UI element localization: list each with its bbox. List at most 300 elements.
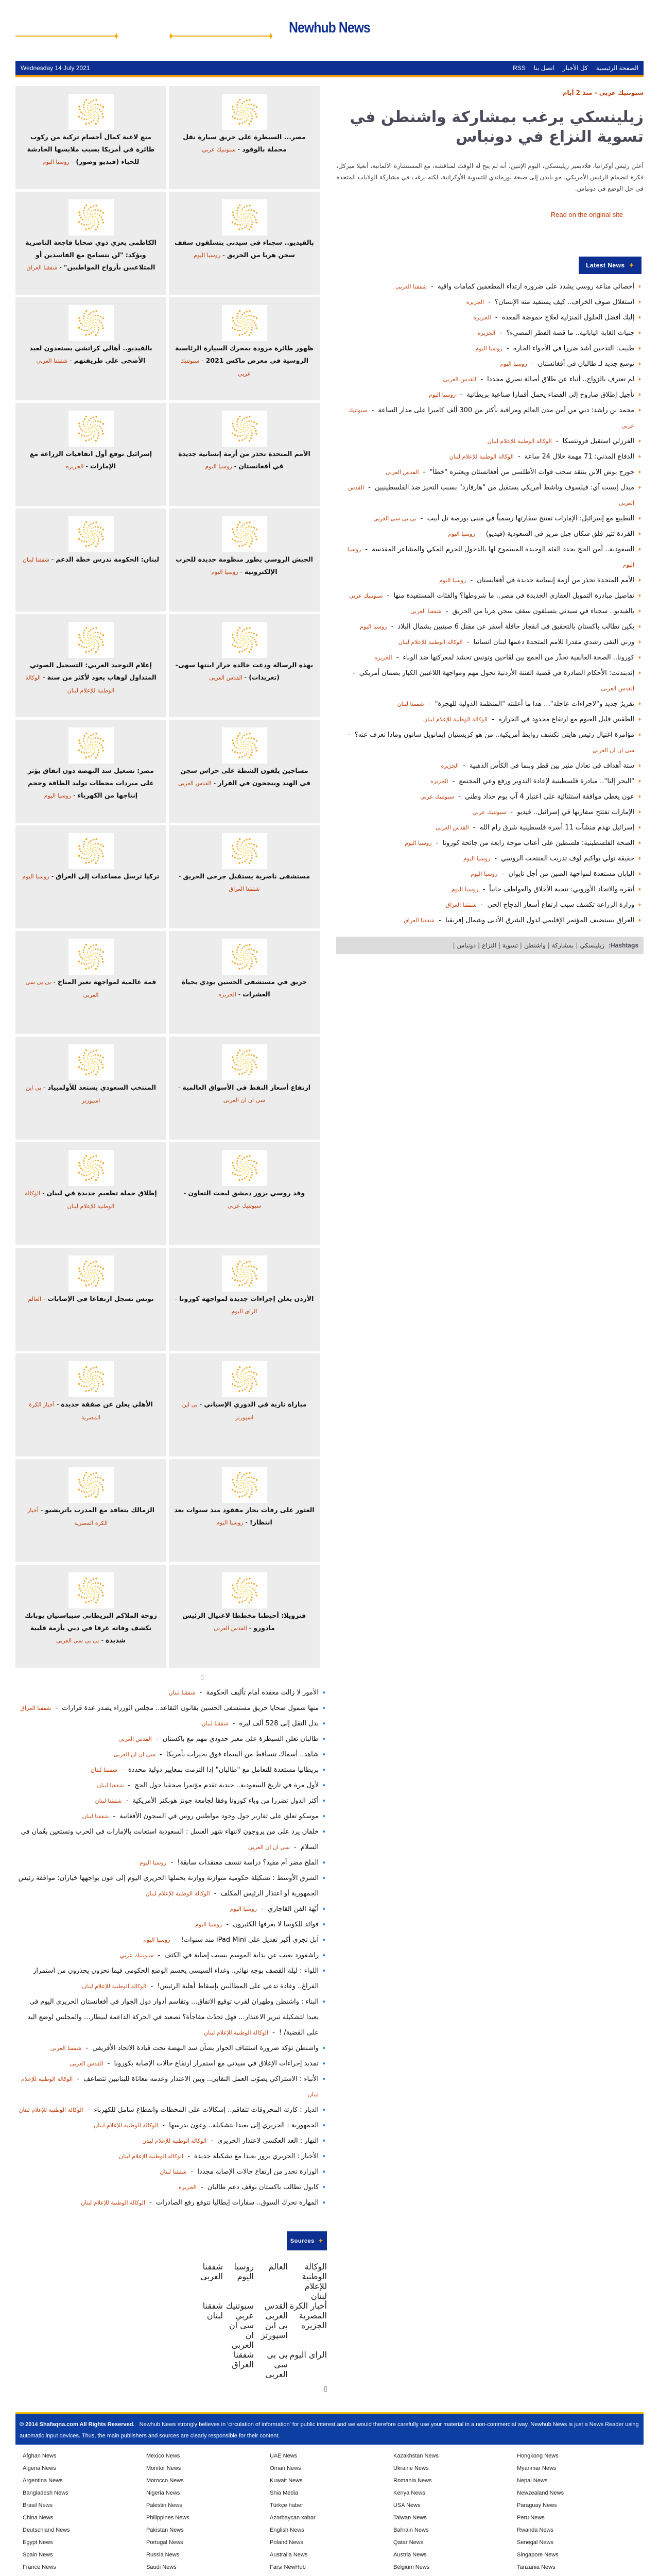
card-source-link[interactable]: شفقنا العراق xyxy=(229,886,260,892)
footer-country-link[interactable]: Belgium News xyxy=(393,2564,430,2570)
headline-link[interactable]: الأنباء : الاشتراكي يصوّب العمل النقابي.. وبين الاعتذار وعدمه معاناة للبنانيين تتضاعف xyxy=(83,2075,319,2083)
source-link[interactable]: الوكالة الوطنية للإعلام لبنان xyxy=(487,438,552,445)
source-link[interactable]: سی ان ان العربی xyxy=(592,747,634,754)
source-link[interactable]: سبوتنيك عربي xyxy=(472,809,507,816)
card-headline-link[interactable]: بالفيديو.. أهالي كراتشي يستعدون لعيد الأضحى على طريقتهم xyxy=(29,344,152,364)
source-link[interactable]: روسیا الیوم xyxy=(140,1859,167,1866)
news-card[interactable] xyxy=(169,1353,320,1456)
card-headline-link[interactable]: بهذه الرسالة ودعت خالدة جرار ابنتها سهى- (تغريدات) xyxy=(175,661,314,681)
headline-link[interactable]: الأمور لا زالت معقدة أمام تأليف الحكومة xyxy=(206,1689,319,1697)
source-link[interactable]: روسیا الیوم xyxy=(439,577,466,584)
headline-link[interactable]: خلفان يرد على من يروجون لانتهاء شهر العسل : السعودية استعانت بالإمارات في الحرب وتستعين بعُمان في السلام xyxy=(21,1828,319,1851)
card-headline-link[interactable]: العثور على رفات بحار مفقود منذ سنوات بعد انتظار! xyxy=(174,1506,315,1526)
source-name-link[interactable]: سی ان ان العربی xyxy=(229,2320,254,2350)
footer-country-link[interactable] xyxy=(517,2573,640,2576)
news-card[interactable] xyxy=(15,1565,166,1668)
headline-link[interactable]: الأخبار : الحريري يزور بعبدا مع تشكيلة جديدة xyxy=(194,2153,319,2160)
source-link[interactable]: روسیا الیوم xyxy=(475,345,502,352)
card-source-link[interactable]: سی ان ان العربی xyxy=(223,1097,266,1104)
source-link[interactable]: القدس العربی xyxy=(385,469,419,476)
headline-link[interactable]: راشفورد يغيب عن بداية الموسم بسبب إصابة في الكتف xyxy=(164,1952,319,1959)
headline-link[interactable]: ستة أهداف في تعادل مثير بين قطر وبنما في الكأس الذهبية xyxy=(469,762,634,770)
headline-link[interactable]: تمديد إجراءات الإغلاق في سيدني مع استمرار ارتفاع حالات الإصابة بكورونا xyxy=(114,2060,319,2067)
card-headline-link[interactable]: لبنان: الحكومة تدرس خطة الدعم xyxy=(56,555,160,563)
headline-link[interactable]: الصحة الفلسطينية: فلسطين على أعتاب موجة رابعة من جائحة كورونا xyxy=(442,839,634,847)
footer-country-link[interactable]: Afghan News xyxy=(23,2453,57,2459)
news-card[interactable] xyxy=(169,1142,320,1245)
footer-country-link[interactable]: Kuwait News xyxy=(270,2478,303,2484)
headline-link[interactable]: "البحر إلنا".. مبادرة فلسطينية لإعادة التدوير ورفع وعي المجتمع xyxy=(459,777,634,785)
headline-link[interactable]: اللواء : ليلة القصف بوجه نهائي. وغداء السيسي يحسم الوضع الحكومي فيما تحزون يحذرون من استمرار الفراغ.. وغادة تدعي على المطالبين بإسقاط أهلية الرئيس! xyxy=(33,1967,319,1990)
source-link[interactable]: بی بی سی العربی xyxy=(373,515,417,522)
card-headline-link[interactable]: إسرائيل توقع أول اتفاقيات الزراعة مع الإمارات xyxy=(29,450,152,470)
source-link[interactable]: روسیا الیوم xyxy=(451,886,479,893)
headline-link[interactable]: الفرزلي استقبل فرونتسكا xyxy=(562,437,634,445)
headline-link[interactable]: لأول مرة في تاريخ السعودية.. جندية تقدم مؤتمرا صحفيا حول الحج xyxy=(134,1782,319,1789)
source-link[interactable]: روسیا الیوم xyxy=(230,1906,257,1912)
read-original-link[interactable]: Read on the original site xyxy=(550,211,623,218)
card-headline-link[interactable]: منع لاعبة كمال أجسام تركية من ركوب طائرة في أمريكا بسبب ملابسها الخادشة للحياء (فيديو وصور) xyxy=(27,133,155,165)
source-link[interactable]: سی ان ان العربی xyxy=(113,1751,155,1758)
footer-country-link[interactable]: Bangladesh News xyxy=(23,2490,68,2496)
news-card[interactable] xyxy=(15,403,166,506)
card-source-link[interactable]: أخبار الكرة المصرية xyxy=(27,1507,108,1527)
footer-country-link[interactable]: China News xyxy=(23,2515,54,2521)
news-card[interactable] xyxy=(15,192,166,295)
footer-country-link[interactable]: Kenya News xyxy=(393,2490,425,2496)
card-source-link[interactable]: شفقنا العراق xyxy=(26,264,58,271)
card-source-link[interactable]: الجزیره xyxy=(218,991,236,998)
headline-link[interactable]: الوزارة تحذر من ارتفاع حالات الإصابة مجددا xyxy=(197,2168,319,2176)
news-card[interactable] xyxy=(169,1037,320,1140)
headline-link[interactable]: الشرق الأوسط : تشكيلة حكومية متوازنة ووازنة يحملها الحريري اليوم إلى عون يواجهها خياران: موافقة رئيس الجمهورية أو اعتذار الرئيس المكلف xyxy=(18,1874,319,1897)
news-card[interactable] xyxy=(169,192,320,295)
footer-country-link[interactable]: Rwanda News xyxy=(517,2527,553,2533)
source-link[interactable]: الجزیره xyxy=(466,299,484,306)
footer-country-link[interactable]: Shia Media xyxy=(270,2490,299,2496)
card-source-link[interactable]: الرای الیوم xyxy=(231,1308,257,1315)
footer-country-link[interactable]: Qatar News xyxy=(393,2539,424,2546)
source-name-link[interactable]: الوكالة الوطنية للإعلام لبنان xyxy=(302,2262,327,2301)
source-link[interactable]: شفقنا لبنان xyxy=(97,1782,124,1789)
source-link[interactable]: روسیا الیوم xyxy=(347,546,634,568)
card-headline-link[interactable]: تونس تسجل ارتفاعا في الإصابات xyxy=(47,1295,154,1302)
card-headline-link[interactable]: الأردن يعلن إجراءات جديدة لمواجهة كورونا xyxy=(179,1295,314,1302)
source-name-link[interactable]: روسیا الیوم xyxy=(234,2262,254,2281)
footer-country-link[interactable]: Pakistan News xyxy=(146,2527,184,2533)
footer-country-link[interactable] xyxy=(23,2573,146,2576)
headline-link[interactable]: أخصائي مناعة روسي يشدد على ضرورة ارتداء المطعمين كمامات واقية xyxy=(438,283,634,291)
news-card[interactable] xyxy=(169,297,320,400)
headline-link[interactable]: فوائد للكوسا لا يعرفها الكثيرون xyxy=(233,1921,319,1928)
card-source-link[interactable]: روسیا الیوم xyxy=(211,569,238,575)
footer-country-link[interactable] xyxy=(393,2573,517,2576)
card-source-link[interactable]: بی این اسپورتز xyxy=(25,1084,100,1104)
headline-link[interactable]: آبل تجري أكبر تعديل على iPad Mini منذ سنوات! xyxy=(181,1936,319,1944)
headline-link[interactable]: جورج بوش الابن ينتقد سحب قوات الأطلسي من أفغانستان ويعتبره "خطأ" xyxy=(429,468,634,476)
card-headline-link[interactable]: الزمالك يتعاقد مع المدرب باتريشيو xyxy=(45,1506,154,1514)
card-headline-link[interactable]: مصر: تشغيل سد النهضة دون اتفاق يؤثر على مبردات محطات توليد الطاقة وحجم إنتاجها من الكهرباء xyxy=(27,767,154,799)
card-headline-link[interactable]: حريق في مستشفى الحسين يودي بحياة العشرات xyxy=(181,978,307,998)
source-link[interactable]: الجزیره xyxy=(473,314,491,321)
headline-link[interactable]: بريطانيا مستعدة للتعامل مع "طالبان" إذا التزمت بمعايير دولية محددة xyxy=(128,1766,319,1774)
source-link[interactable]: الوكالة الوطنية للإعلام لبنان xyxy=(449,453,514,460)
headline-link[interactable]: لم تعترف بالزواج.. أنباء عن طلاق أصالة نصري مجددا xyxy=(487,376,634,383)
headline-link[interactable]: محمد بن راشد: دبي من آمن مدن العالم ومراقبة بأكثر من 300 ألف كاميرا على مدار الساعة xyxy=(378,406,634,414)
footer-country-link[interactable]: Nepal News xyxy=(517,2478,548,2484)
headline-link[interactable]: وزني التقى رشدي مقدرا للامم المتحدة دعمها لبنان انسانيا xyxy=(473,638,634,646)
card-source-link[interactable]: الوكالة الوطنية للإعلام لبنان xyxy=(25,674,115,694)
source-link[interactable]: الوكالة الوطنية للإعلام لبنان xyxy=(398,639,463,646)
footer-country-link[interactable]: Singapore News xyxy=(517,2552,559,2558)
card-headline-link[interactable]: المنتخب السعودي يستعد للأولمبياد xyxy=(47,1083,157,1091)
source-link[interactable]: القدس العربی xyxy=(348,484,634,506)
card-source-link[interactable]: روسیا الیوم xyxy=(44,792,72,799)
source-link[interactable]: روسیا الیوم xyxy=(143,1937,170,1943)
news-card[interactable] xyxy=(169,614,320,717)
source-link[interactable]: روسیا الیوم xyxy=(195,1921,222,1928)
card-source-link[interactable]: القدس العربی xyxy=(209,674,242,681)
hashtag-link[interactable]: بمشاركة xyxy=(551,942,574,949)
nav-contact[interactable]: اتصل بنا xyxy=(533,64,554,72)
footer-country-link[interactable]: Spain News xyxy=(23,2552,53,2558)
footer-country-link[interactable]: Palestin News xyxy=(146,2502,182,2509)
source-link[interactable]: سبوتنيك عربي xyxy=(349,592,383,599)
footer-country-link[interactable]: Monitor News xyxy=(146,2465,181,2471)
source-link[interactable]: شفقنا العربی xyxy=(410,608,442,615)
source-link[interactable]: روسیا الیوم xyxy=(500,361,527,367)
source-link[interactable]: الوكالة الوطنية للإعلام لبنان xyxy=(94,2122,159,2129)
card-source-link[interactable]: الوكالة الوطنية للإعلام لبنان xyxy=(25,1190,115,1210)
headline-link[interactable]: الإمارات تفتتح سفارتها في إسرائيل.. فيديو xyxy=(517,808,634,816)
card-headline-link[interactable]: تركيا ترسل مساعدات إلى العراق xyxy=(56,872,160,880)
hashtag-link[interactable]: النزاع xyxy=(482,942,496,949)
news-card[interactable] xyxy=(15,509,166,612)
footer-country-link[interactable]: Argentina News xyxy=(23,2478,63,2484)
source-link[interactable]: الوكالة الوطنية للإعلام لبنان xyxy=(423,716,488,723)
news-card[interactable] xyxy=(15,720,166,823)
source-link[interactable]: سبوتنيك عربي xyxy=(348,407,634,429)
source-name-link[interactable]: الجزیره xyxy=(301,2320,327,2330)
news-card[interactable] xyxy=(169,403,320,506)
headline-link[interactable]: إسرائيل تهدم منشآت 11 أسرة فلسطينية شرق رام الله xyxy=(479,824,634,832)
card-headline-link[interactable]: مساجين يلقون الشطة على حراس سجن في الهند وينجحون في الفرار xyxy=(180,767,311,787)
nav-all-news[interactable]: كل الأخبار xyxy=(562,64,588,72)
footer-country-link[interactable]: Oman News xyxy=(270,2465,301,2471)
headline-link[interactable]: جنيات الغابة اليابانية.. ما قصة الفطر المضيء؟ xyxy=(506,329,634,337)
card-source-link[interactable]: شفقنا العربی xyxy=(36,358,68,364)
source-link[interactable]: الجزیره xyxy=(430,778,448,785)
footer-country-link[interactable] xyxy=(270,2573,393,2576)
card-headline-link[interactable]: الأهلي يعلن عن صفقة جديدة xyxy=(61,1400,153,1408)
hashtag-link[interactable]: دونباس xyxy=(457,942,476,949)
headline-link[interactable]: واشنطن تؤكد ضرورة استئناف الحوار بشأن سد النهضة تحت قيادة الاتحاد الأفريقي xyxy=(92,2044,319,2052)
card-source-link[interactable]: العالم xyxy=(28,1296,42,1302)
footer-country-link[interactable]: Mexico News xyxy=(146,2453,180,2459)
headline-link[interactable]: عون يغطي موافقة استثنائية على اعتبار 4 آب يوم حداد وطني xyxy=(464,793,634,801)
source-link[interactable]: روسیا الیوم xyxy=(405,840,432,846)
footer-country-link[interactable]: Kazakhstan News xyxy=(393,2453,439,2459)
news-card[interactable] xyxy=(169,86,320,189)
card-headline-link[interactable]: وفد روسي يزور دمشق لبحث التعاون xyxy=(188,1189,305,1197)
headline-link[interactable]: موسكو تعلق على تقارير حول وجود مواطنين روس في السجون الأفغانية xyxy=(119,1812,319,1820)
source-link[interactable]: الوكالة الوطنية للإعلام لبنان xyxy=(119,2153,184,2160)
headline-link[interactable]: طالبان تعلن السيطرة على معبر حدودي مهم مع باكستان xyxy=(162,1735,319,1743)
source-link[interactable]: الوكالة الوطنية للإعلام لبنان xyxy=(19,2107,83,2113)
footer-country-link[interactable]: Saudi News xyxy=(146,2564,177,2570)
headline-link[interactable]: طبيب: التدخين أشد ضررا في الأجواء الحارة xyxy=(513,345,634,352)
headline-link[interactable]: الديار : كارثة المحروقات تتفاقم.. إشكالات على المحطات وانقطاع شامل للكهرباء xyxy=(94,2106,319,2114)
source-link[interactable]: القدس العربی xyxy=(70,2060,103,2067)
source-link[interactable]: شفقنا لبنان xyxy=(201,1720,229,1727)
footer-country-link[interactable]: UAE News xyxy=(270,2453,298,2459)
footer-country-link[interactable]: Türkçe haber xyxy=(270,2502,303,2509)
source-link[interactable]: الوكالة الوطنية للإعلام لبنان xyxy=(142,2138,207,2144)
footer-country-link[interactable]: Bahrain News xyxy=(393,2527,429,2533)
headline-link[interactable]: المهارة تحرك السوق.. سفارات إيطاليا تتوقع رفع الصادرات xyxy=(156,2199,319,2207)
footer-country-link[interactable]: Egypt News xyxy=(23,2539,53,2546)
news-card[interactable] xyxy=(15,614,166,717)
news-card[interactable] xyxy=(169,1248,320,1351)
card-source-link[interactable]: روسیا الیوم xyxy=(216,1519,244,1526)
site-logo[interactable]: Newhub News xyxy=(289,20,370,36)
source-link[interactable]: الجزیره xyxy=(441,762,459,769)
card-headline-link[interactable]: مصر... السيطرة على حريق سيارة نقل محملة بالوقود xyxy=(183,133,306,153)
card-source-link[interactable]: روسیا الیوم xyxy=(22,873,49,880)
footer-country-link[interactable]: Nigeria News xyxy=(146,2490,180,2496)
card-source-link[interactable]: روسیا الیوم xyxy=(194,252,221,259)
footer-country-link[interactable]: Ukraine News xyxy=(393,2465,429,2471)
nav-home[interactable]: الصفحة الرئيسية xyxy=(596,64,638,72)
footer-country-link[interactable]: Poland News xyxy=(270,2539,303,2546)
footer-country-link[interactable]: Algeria News xyxy=(23,2465,56,2471)
news-card[interactable] xyxy=(15,86,166,189)
footer-country-link[interactable]: Farsi NewHub xyxy=(270,2564,306,2570)
source-name-link[interactable]: بی بی سی العربی xyxy=(265,2350,288,2379)
headline-link[interactable]: ميدل إيست آي: فيلسوف وناشط أمريكي يستقيل من "هارفارد" بسبب التحيز ضد الفلسطينيين xyxy=(375,484,634,492)
headline-link[interactable]: الجمهورية : الحريري إلى بعبدا بتشكيلة.. وعون يدرسها xyxy=(169,2122,319,2129)
card-source-link[interactable]: أخبار الكرة المصرية xyxy=(29,1401,101,1421)
footer-country-link[interactable]: Brasil News xyxy=(23,2502,53,2509)
card-source-link[interactable]: سبوتنيك عربي xyxy=(227,1202,262,1209)
source-name-link[interactable]: العالم xyxy=(268,2262,288,2272)
card-source-link[interactable]: سبوتنيك عربي xyxy=(180,358,251,377)
news-card[interactable] xyxy=(169,825,320,928)
headline-link[interactable]: الدفاع المدني: 71 مهمة خلال 24 ساعة xyxy=(524,453,634,461)
news-card[interactable] xyxy=(169,1459,320,1562)
footer-country-link[interactable]: Austria News xyxy=(393,2552,427,2558)
card-source-link[interactable]: روسیا الیوم xyxy=(42,159,70,165)
source-link[interactable]: روسیا الیوم xyxy=(471,871,498,877)
headline-link[interactable]: الأمم المتحدة تحذر من أزمة إنسانية جديدة في أفغانستان xyxy=(477,577,634,584)
source-link[interactable]: شفقنا لبنان xyxy=(160,2168,187,2175)
headline-link[interactable]: استغلال صوف الخراف.. كيف يستفيد منه الإنسان؟ xyxy=(495,298,634,306)
headline-link[interactable]: الملح مضر أم مفيد؟ دراسة تنسف معتقدات سابقة! xyxy=(177,1859,319,1867)
card-headline-link[interactable]: إعلام التوحيد العربي: التسجيل الصوتي المتداول لوهاب يعود لأكثر من سنة xyxy=(30,661,157,681)
card-headline-link[interactable]: مباراة نارية في الدوري الإسباني xyxy=(204,1400,307,1408)
footer-country-link[interactable]: Peru News xyxy=(517,2515,545,2521)
source-link[interactable]: روسیا الیوم xyxy=(463,855,491,862)
footer-country-link[interactable]: Myanmar News xyxy=(517,2465,557,2471)
headline-link[interactable]: إليك أفضل الحلول المنزلية لعلاج حموضة المعدة xyxy=(501,314,634,321)
hashtag-link[interactable]: واشنطن xyxy=(524,942,546,949)
source-link[interactable]: القدس العربی xyxy=(435,824,469,831)
footer-country-link[interactable]: France News xyxy=(23,2564,56,2570)
card-source-link[interactable]: سبوتنيك عربي xyxy=(202,146,236,153)
nav-rss[interactable]: RSS xyxy=(513,64,526,72)
source-link[interactable]: سی ان ان العربی xyxy=(248,1844,290,1851)
headline-link[interactable]: مؤامرة اغتيال رئيس هايتي تكشف روابط أمريكية.. من هو كريستيان إيمانويل سانون وماذا نعرف عنه؟ xyxy=(354,731,634,739)
headline-link[interactable]: بدل النقل إلى 528 ألف ليرة xyxy=(239,1720,319,1727)
source-link[interactable]: سبوتنيك عربي xyxy=(119,1952,154,1959)
source-link[interactable]: الجزیره xyxy=(374,654,392,661)
footer-country-link[interactable]: Tanzania News xyxy=(517,2564,556,2570)
footer-country-link[interactable]: Taiwan News xyxy=(393,2515,427,2521)
card-headline-link[interactable]: قمة عالمية لمواجهة تغير المناخ xyxy=(57,978,157,986)
source-link[interactable]: الوكالة الوطنية للإعلام لبنان xyxy=(21,2076,319,2098)
headline-link[interactable]: كورونا.. الصحة العالمية تحذّر من الجمع بين لقاحين وتونس تحشد لمعركتها ضد الوباء xyxy=(403,654,634,662)
card-source-link[interactable]: شفقنا لبنان xyxy=(22,556,49,563)
source-link[interactable]: الوكالة الوطنية للإعلام لبنان xyxy=(82,1983,147,1990)
source-link[interactable]: الجزیره xyxy=(477,330,496,336)
headline-link[interactable]: وزارة الزراعة تكشف سبب ارتفاع أسعار الدجاج الحي xyxy=(487,901,634,909)
hashtag-link[interactable]: تسوية xyxy=(502,942,518,949)
source-link[interactable]: شفقنا لبنان xyxy=(168,1689,196,1696)
card-source-link[interactable]: بی بی سی العربی xyxy=(25,979,99,998)
headline-link[interactable]: تفاصيل مبادرة التمويل العقاري الجديدة في مصر.. ما شروطها؟ والفئات المستفيدة منها xyxy=(393,592,634,600)
card-headline-link[interactable]: الأمم المتحدة تحذر من أزمة إنسانية جديدة في أفغانستان xyxy=(178,450,310,470)
headline-link[interactable]: إندبندنت: الأحكام الصادرة في قضية الفتنة الأردنية تحول مهم ومواجهة اللاعبين الكبار بضمان أمريكي xyxy=(359,669,634,677)
footer-country-link[interactable]: Azərbaycan xəbər xyxy=(270,2515,316,2521)
news-card[interactable] xyxy=(169,509,320,612)
source-link[interactable]: شفقنا العربی xyxy=(50,2045,82,2052)
headline-link[interactable]: السعودية.. أمن الحج يحدد الفئة الوحيدة المسموح لها بالدخول للحرم المكي والمشاعر المقدسة xyxy=(372,546,634,553)
card-headline-link[interactable]: زوجة الملاكم البريطاني سيباستيان يوبانك تكشف وفاته غرقا في دبي بأزمة قلبية شديدة xyxy=(25,1612,157,1644)
footer-country-link[interactable]: English News xyxy=(270,2527,304,2533)
source-link[interactable]: روسیا الیوم xyxy=(360,623,387,630)
headline-link[interactable]: الطقس قليل الغيوم مع ارتفاع محدود في الحرارة xyxy=(498,716,634,723)
headline-link[interactable]: تقريرٌ جديد و"لاجراءات عاجلة"... هذا ما أعلنته "المنظمة الدولية للهجرة" xyxy=(435,700,634,708)
source-name-link[interactable]: شفقنا لبنان xyxy=(202,2301,223,2320)
footer-country-link[interactable]: Newzealand News xyxy=(517,2490,564,2496)
card-headline-link[interactable]: مستشفى ناصرية يستقبل جرحى الحريق xyxy=(183,872,310,880)
news-card[interactable] xyxy=(15,1037,166,1140)
source-link[interactable]: سبوتنيك عربي xyxy=(420,793,454,800)
source-link[interactable]: القدس العربی xyxy=(443,376,477,383)
source-link[interactable]: شفقنا العربی xyxy=(395,283,427,290)
footer-country-link[interactable]: Hongkong News xyxy=(517,2453,559,2459)
news-card[interactable] xyxy=(15,297,166,400)
source-name-link[interactable]: أخبار الكرة المصرية xyxy=(289,2301,327,2320)
footer-country-link[interactable]: Senegal News xyxy=(517,2539,553,2546)
source-link[interactable]: القدس العربی xyxy=(601,685,634,692)
footer-country-link[interactable]: Philippines News xyxy=(146,2515,189,2521)
headline-link[interactable]: حقيقة تولي يواكيم لوف تدريب المنتخب الروسي xyxy=(501,855,634,862)
footer-country-link[interactable] xyxy=(146,2573,270,2576)
headline-link[interactable]: بالفيديو.. سجناء في سيدني يتسلقون سقف سجن هربا من الحريق xyxy=(452,607,634,615)
card-source-link[interactable]: القدس العربی xyxy=(178,780,212,787)
news-card[interactable] xyxy=(15,1353,166,1456)
headline-link[interactable]: كابول تطالب باكستان بوقف دعم طالبان xyxy=(207,2183,319,2191)
footer-country-link[interactable]: Australia News xyxy=(270,2552,308,2558)
headline-link[interactable]: شاهد.. أسماك تتساقط من السماء فوق بحيرات بأمريكا xyxy=(166,1751,319,1758)
card-source-link[interactable]: القدس العربی xyxy=(214,1625,247,1632)
card-source-link[interactable]: روسیا الیوم xyxy=(205,463,232,470)
headline-link[interactable]: التطبيع مع إسرائيل: الإمارات تفتتح سفارتها رسمياً في مبنى بورصة تل أبيب xyxy=(427,515,634,522)
footer-country-link[interactable]: USA News xyxy=(393,2502,421,2509)
headline-link[interactable]: العراق يستضيف المؤتمر الإقليمي لدول الشرق الأدنى وشمال إفريقيا xyxy=(445,917,634,924)
card-headline-link[interactable]: بالفيديو.. سجناء في سيدني يتسلقون سقف سجن هربا من الحريق xyxy=(175,239,314,259)
card-headline-link[interactable]: فنزويلا: أحبطنا مخططا لاغتيال الرئيس مادورو xyxy=(182,1612,306,1632)
news-card[interactable] xyxy=(169,1565,320,1668)
source-link[interactable]: الوكالة الوطنية للإعلام لبنان xyxy=(203,2029,268,2036)
source-link[interactable]: الوكالة الوطنية للإعلام لبنان xyxy=(80,2199,146,2206)
card-source-link[interactable]: بی بی سی العربی xyxy=(56,1637,99,1644)
headline-link[interactable]: القردة تثير قلق سكان جبل مرير في السعودية (فيديو) xyxy=(485,530,634,538)
headline-link[interactable]: منها شمول ضحايا حريق مستشفى الحسين بقانون التقاعد.. مجلس الوزراء يصدر عدة قرارات xyxy=(62,1704,319,1712)
headline-link[interactable]: البناء : واشنطن وطهران لقرب توقيع الاتفاق... وتقاسم أدوار دول الجوار في أفغانستان الحريري اليوم في بعبدا لتشكيلة تبرير الاعتذار... فهل تحدُث مفاجأة؟ تصعيد في الحركة الداعمة لبيطار... والمجلس لوضع اليد على القضية/ ! xyxy=(27,1998,319,2037)
news-card[interactable] xyxy=(15,825,166,928)
source-link[interactable]: الجزیره xyxy=(179,2184,197,2191)
source-link[interactable]: شفقنا العراق xyxy=(404,917,435,924)
headline-link[interactable]: النهار : العد العكسي لاعتذار الحريري xyxy=(217,2137,319,2145)
source-name-link[interactable]: شفقنا العراق xyxy=(232,2350,254,2369)
source-link[interactable]: شفقنا لبنان xyxy=(82,1813,109,1820)
card-source-link[interactable]: الجزیره xyxy=(65,463,84,470)
source-link[interactable]: الوكالة الوطنية للإعلام لبنان xyxy=(145,1890,210,1897)
source-link[interactable]: روسیا الیوم xyxy=(448,531,475,537)
footer-country-link[interactable]: Portugal News xyxy=(146,2539,183,2546)
source-name-link[interactable]: سبوتنيك عربي xyxy=(226,2301,254,2320)
headline-link[interactable]: توسع جديد لـ طالبان في أفغانستان xyxy=(537,360,634,368)
headline-link[interactable]: أبّهة الفن القاجاري xyxy=(267,1905,319,1913)
footer-country-link[interactable]: Russia News xyxy=(146,2552,180,2558)
source-link[interactable]: القدس العربی xyxy=(118,1736,152,1742)
headline-link[interactable]: تأجيل إطلاق صاروخ إلى الفضاء يحمل أقمارا صناعية بريطانية xyxy=(466,391,634,399)
hashtag-link[interactable]: زيلينسكي xyxy=(580,942,605,949)
headline-link[interactable]: بكين تطالب باكستان بالتحقيق في انفجار حافلة أسفر عن مقتل 6 صينيين بشمال البلاد xyxy=(397,623,634,631)
source-link[interactable]: شفقنا العراق xyxy=(20,1705,51,1711)
news-card[interactable] xyxy=(15,1248,166,1351)
news-card[interactable] xyxy=(15,1459,166,1562)
headline-link[interactable]: اليابان مستعدة لمواجهة الصين من أجل تايوان xyxy=(508,870,634,878)
footer-country-link[interactable]: Paraguay News xyxy=(517,2502,557,2509)
footer-country-link[interactable]: Morocco News xyxy=(146,2478,184,2484)
source-name-link[interactable]: القدس العربی xyxy=(264,2301,288,2320)
footer-country-link[interactable]: Romania News xyxy=(393,2478,432,2484)
card-headline-link[interactable]: ظهور طائرة مزودة بمحرك السيارة الرئاسية الروسية في معرض ماكس 2021 xyxy=(175,344,314,364)
source-link[interactable]: شفقنا لبنان xyxy=(91,1767,117,1773)
card-headline-link[interactable]: إطلاق حملة تطعيم جديدة في لبنان xyxy=(46,1189,157,1197)
card-headline-link[interactable]: الكاظمي يعزي ذوي ضحايا فاجعة الناصرية ويؤكد: "لن نتسامح مع الفاسدين أو المتلاعبين بأرواح المواطنين" xyxy=(25,239,157,271)
card-source-link[interactable]: بی این اسپورتز xyxy=(182,1401,254,1421)
news-card[interactable] xyxy=(169,720,320,823)
source-link[interactable]: روسیا الیوم xyxy=(429,392,456,398)
source-link[interactable]: شفقنا العراق xyxy=(445,902,477,908)
news-card[interactable] xyxy=(169,931,320,1034)
source-link[interactable]: شفقنا لبنان xyxy=(95,1798,122,1804)
card-headline-link[interactable]: ارتفاع أسعار النفط في الأسواق العالمية xyxy=(182,1083,311,1091)
source-name-link[interactable]: الرای الیوم xyxy=(289,2350,327,2360)
source-link[interactable]: شفقنا لبنان xyxy=(397,701,424,707)
news-card[interactable] xyxy=(15,1142,166,1245)
headline-link[interactable]: أكثر الدول تضررا من وباء كورونا وفقا لجامعة جونز هوبكنز الأمريكية xyxy=(132,1797,319,1805)
card-headline-link[interactable]: الجيش الروسي يطور منظومة جديدة للحرب الإلكترونية xyxy=(176,555,313,575)
news-card[interactable] xyxy=(15,931,166,1034)
footer-country-link[interactable]: Deutschland News xyxy=(23,2527,70,2533)
headline-link[interactable]: أنقرة والاتحاد الأوروبي: تنحية الأخلاق والعواطف جانباً xyxy=(489,886,634,893)
source-name-link[interactable]: شفقنا العربی xyxy=(200,2262,223,2281)
